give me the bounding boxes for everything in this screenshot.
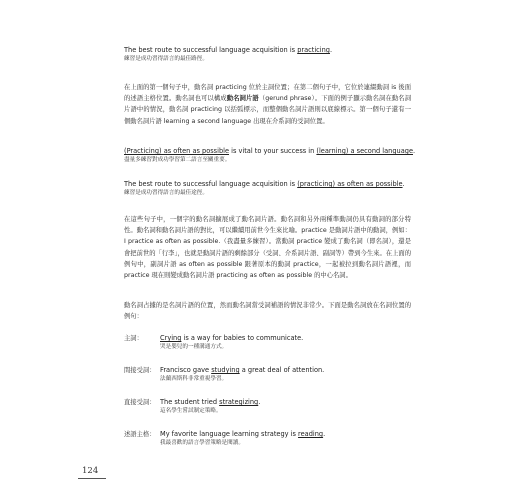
underlined-gerund: reading: [298, 430, 324, 438]
paragraph-2: 在這些句子中，一個字的動名詞擴展成了動名詞片語。動名詞和另外兩種準動詞仍具有動詞的部分特性。動名詞和動名詞片語的對比，可以繼續用前世今生來比喻。practice 是動詞片語中的動詞，例如：I practice as often as possible.（我盡量多練習）。當動詞 practice 變成了動名詞（即名詞），還是會把前世的「行李」，也就是動詞片語的剩餘部分（受詞、介系詞片語、副詞等）帶到今生來。在上面的例句中，副詞片語 as often as possible 跟著原本的動詞 practice，一起被拉到動名詞片語裡，而 practice 現在則變成動名詞片語 practicing as often as possible 的中心名詞。: [124, 216, 411, 280]
text-segment: is a way for babies to communicate.: [181, 334, 304, 342]
text-segment: .: [258, 398, 261, 406]
text-segment: My favorite language learning strategy is: [160, 430, 299, 438]
example-chinese: 練習是成功習得語言的最佳途徑。: [124, 190, 208, 196]
example-label: 直接受詞：: [124, 399, 156, 406]
text-segment: （gerund phrase）。下面的例子顯示動名詞在動名詞片語中的情況，動名詞 practicing 以括弧標示，而整個動名詞片語則以底線標示。第一個句子還有一個動名詞片語 learning a second language 出現在介系詞的受詞位置。: [124, 95, 411, 125]
example-sentence-1: [124, 46, 411, 63]
example-chinese: 練習是成功習得語言的最佳路徑。: [124, 56, 208, 62]
text-segment: 在上面的第一個句子中，動名詞 practicing 位於主詞位置；在第二個句子中，它位於連綴動詞 is 後面的述語主格位置。動名詞也可以構成: [124, 84, 411, 103]
example-body: [160, 366, 324, 383]
text-segment: .: [330, 46, 333, 54]
text-segment: The best route to successful language acquisition is: [124, 46, 298, 54]
paragraph-3: 動名詞占據的是名詞片語的位置，然而動名詞當受詞補語的情況非常少。下面是動名詞放在名詞位置的例句：: [124, 302, 411, 321]
underlined-phrase: (practicing) as often as possible: [297, 180, 403, 188]
underlined-gerund: studying: [211, 366, 240, 374]
example-sentence-2: [124, 147, 416, 164]
example-chinese: 盡量多練習對成功學習第二語言至關重要。: [124, 157, 231, 163]
underlined-gerund: strategizing: [219, 398, 259, 406]
example-label: 述語主格：: [124, 431, 156, 438]
example-english: [160, 334, 303, 343]
example-english: [124, 46, 411, 55]
text-segment: The student tried: [160, 398, 220, 406]
text-segment: is vital to your success in: [229, 147, 317, 155]
example-label: 主詞：: [124, 335, 143, 342]
example-chinese: 哭是嬰兒的一種溝通方式。: [160, 344, 228, 350]
text-segment: Francisco gave: [160, 366, 212, 374]
example-body: [160, 398, 260, 415]
example-chinese: 我最喜歡的語言學習策略是閱讀。: [160, 440, 244, 446]
text-segment: .: [323, 430, 326, 438]
paragraph-1: [124, 82, 411, 127]
text-segment: a great deal of attention.: [239, 366, 325, 374]
text-segment: .: [413, 147, 416, 155]
example-body: [160, 430, 325, 447]
example-sentence-3: [124, 180, 411, 197]
example-english: [160, 398, 260, 407]
example-english: [160, 430, 325, 439]
underlined-phrase: (Practicing) as often as possible: [124, 147, 230, 155]
underlined-gerund: practicing: [297, 46, 330, 54]
underlined-phrase: (learning) a second language: [316, 147, 413, 155]
underlined-gerund: Crying: [160, 334, 182, 342]
example-english: [160, 366, 324, 375]
page-number: 124: [82, 466, 99, 476]
bold-term: 動名詞片語: [226, 95, 259, 103]
text-segment: .: [402, 180, 405, 188]
example-chinese: 法蘭西斯科非常重視學習。: [160, 376, 228, 382]
page-number-rule: [78, 478, 106, 479]
example-english: [124, 180, 411, 189]
text-segment: The best route to successful language acquisition is: [124, 180, 298, 188]
example-english: [124, 147, 416, 156]
example-label: 間接受詞：: [124, 367, 156, 374]
example-chinese: 這名學生嘗試制定策略。: [160, 408, 222, 414]
example-body: [160, 334, 303, 351]
